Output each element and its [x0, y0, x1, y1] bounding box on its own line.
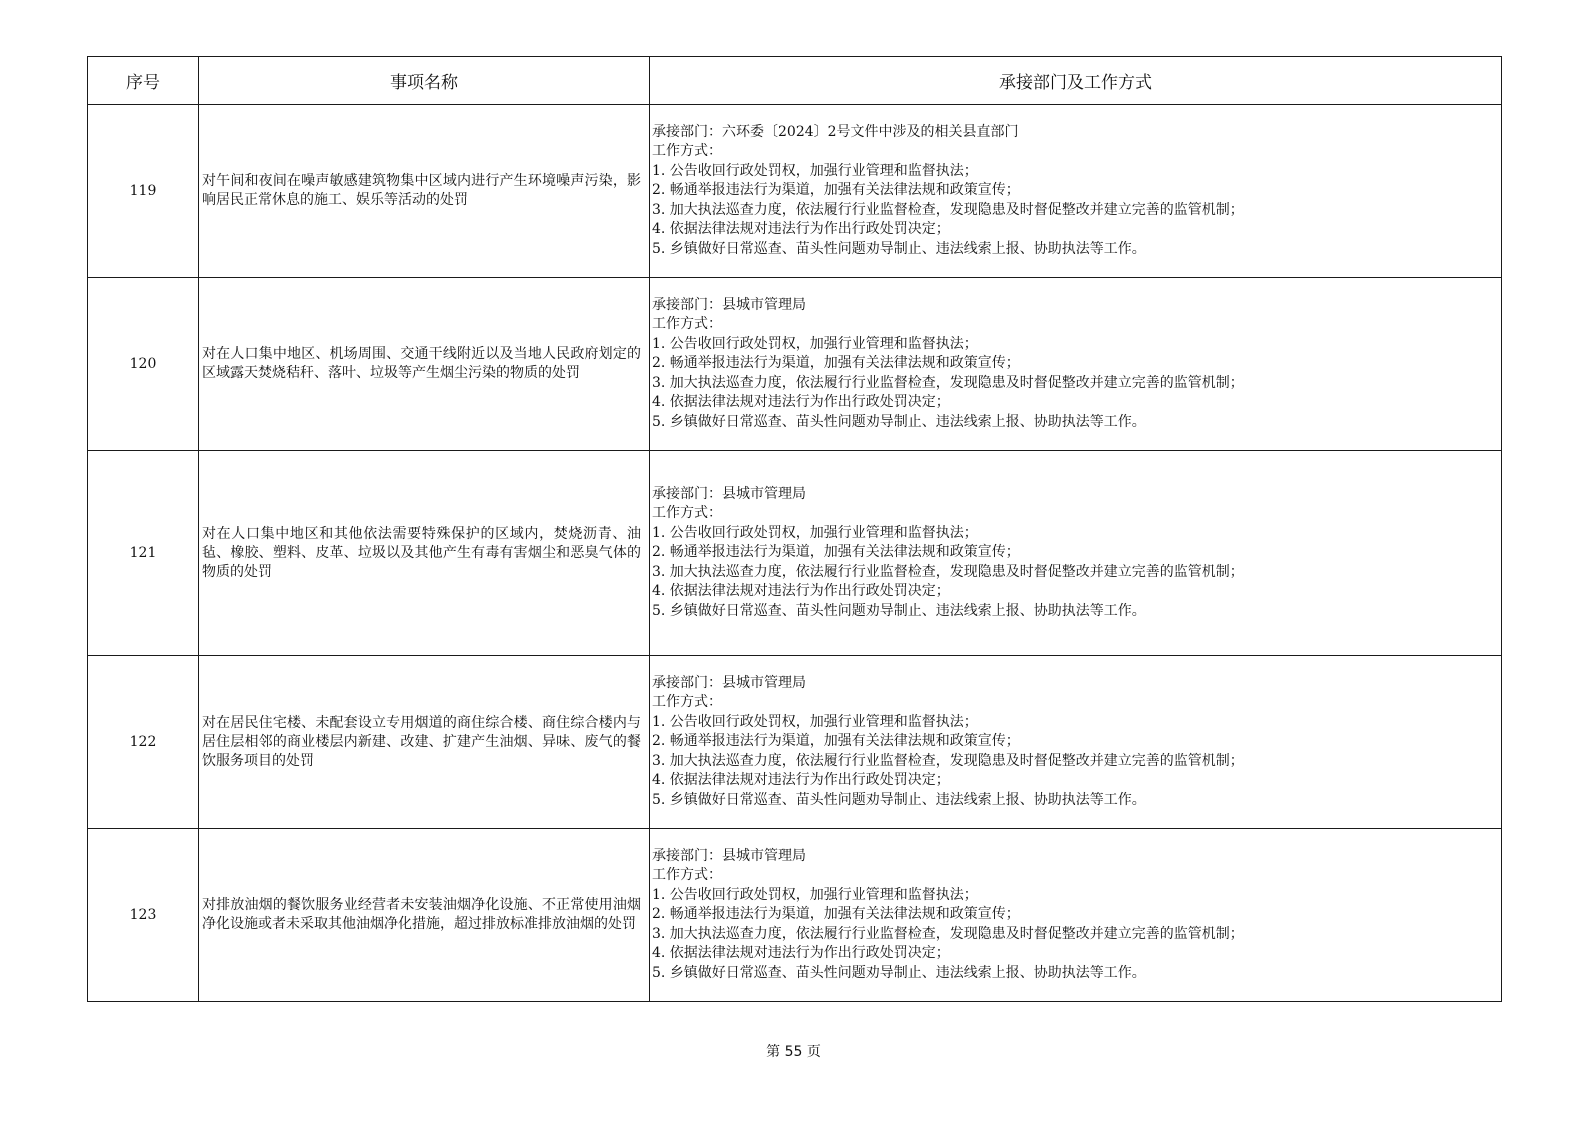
row-serial-number: 120: [88, 278, 199, 451]
work-method-label: 工作方式：: [652, 505, 722, 522]
page-number: 第 55 页: [766, 1044, 821, 1060]
work-method-label: 工作方式：: [652, 694, 722, 711]
header-serial-number: 序号: [88, 57, 199, 105]
table-row: [88, 105, 1502, 278]
work-step: 5. 乡镇做好日常巡查、苗头性问题劝导制止、违法线索上报、协助执法等工作。: [652, 413, 1146, 430]
work-step: 3. 加大执法巡查力度，依法履行行业监督检查，发现隐患及时督促整改并建立完善的监管机制；: [652, 563, 1244, 580]
row-serial-number: 122: [88, 656, 199, 829]
row-department-method: [650, 451, 1502, 656]
row-department-method: [650, 278, 1502, 451]
work-step: 5. 乡镇做好日常巡查、苗头性问题劝导制止、违法线索上报、协助执法等工作。: [652, 791, 1146, 808]
work-step: 1. 公告收回行政处罚权，加强行业管理和监督执法；: [652, 886, 978, 903]
row-serial-number: 121: [88, 451, 199, 656]
work-step: 2. 畅通举报违法行为渠道，加强有关法律法规和政策宣传；: [652, 355, 1020, 372]
work-method-label: 工作方式：: [652, 867, 722, 884]
work-step: 1. 公告收回行政处罚权，加强行业管理和监督执法；: [652, 524, 978, 541]
header-matter-name: 事项名称: [199, 57, 650, 105]
receiving-department: 承接部门：县城市管理局: [652, 485, 806, 502]
row-matter-name: 对排放油烟的餐饮服务业经营者未安装油烟净化设施、不正常使用油烟净化设施或者未采取其他油烟净化措施，超过排放标准排放油烟的处罚: [199, 829, 650, 1002]
work-step: 3. 加大执法巡查力度，依法履行行业监督检查，发现隐患及时督促整改并建立完善的监管机制；: [652, 752, 1244, 769]
work-step: 1. 公告收回行政处罚权，加强行业管理和监督执法；: [652, 162, 978, 179]
row-department-method: [650, 829, 1502, 1002]
header-row: [88, 57, 1502, 105]
work-step: 2. 畅通举报违法行为渠道，加强有关法律法规和政策宣传；: [652, 544, 1020, 561]
table-row: [88, 829, 1502, 1002]
row-department-method: [650, 656, 1502, 829]
work-step: 4. 依据法律法规对违法行为作出行政处罚决定；: [652, 583, 950, 600]
table-row: [88, 278, 1502, 451]
row-matter-name: 对在人口集中地区和其他依法需要特殊保护的区域内，焚烧沥青、油毡、橡胶、塑料、皮革、垃圾以及其他产生有毒有害烟尘和恶臭气体的物质的处罚: [199, 451, 650, 656]
row-matter-name: 对午间和夜间在噪声敏感建筑物集中区域内进行产生环境噪声污染，影响居民正常休息的施工、娱乐等活动的处罚: [199, 105, 650, 278]
work-step: 3. 加大执法巡查力度，依法履行行业监督检查，发现隐患及时督促整改并建立完善的监管机制；: [652, 925, 1244, 942]
receiving-department: 承接部门：县城市管理局: [652, 847, 806, 864]
work-step: 2. 畅通举报违法行为渠道，加强有关法律法规和政策宣传；: [652, 182, 1020, 199]
header-department-method: 承接部门及工作方式: [650, 57, 1502, 105]
row-matter-name: 对在居民住宅楼、未配套设立专用烟道的商住综合楼、商住综合楼内与居住层相邻的商业楼层内新建、改建、扩建产生油烟、异味、废气的餐饮服务项目的处罚: [199, 656, 650, 829]
work-step: 1. 公告收回行政处罚权，加强行业管理和监督执法；: [652, 335, 978, 352]
work-step: 5. 乡镇做好日常巡查、苗头性问题劝导制止、违法线索上报、协助执法等工作。: [652, 602, 1146, 619]
table-row: [88, 656, 1502, 829]
row-serial-number: 119: [88, 105, 199, 278]
table-row: [88, 451, 1502, 656]
receiving-department: 承接部门：县城市管理局: [652, 674, 806, 691]
work-step: 4. 依据法律法规对违法行为作出行政处罚决定；: [652, 394, 950, 411]
row-matter-name: 对在人口集中地区、机场周围、交通干线附近以及当地人民政府划定的区域露天焚烧秸秆、落叶、垃圾等产生烟尘污染的物质的处罚: [199, 278, 650, 451]
work-step: 4. 依据法律法规对违法行为作出行政处罚决定；: [652, 772, 950, 789]
work-step: 2. 畅通举报违法行为渠道，加强有关法律法规和政策宣传；: [652, 906, 1020, 923]
receiving-department: 承接部门：六环委〔2024〕2号文件中涉及的相关县直部门: [652, 123, 1019, 140]
row-department-method: [650, 105, 1502, 278]
work-step: 4. 依据法律法规对违法行为作出行政处罚决定；: [652, 945, 950, 962]
work-step: 5. 乡镇做好日常巡查、苗头性问题劝导制止、违法线索上报、协助执法等工作。: [652, 240, 1146, 257]
work-step: 3. 加大执法巡查力度，依法履行行业监督检查，发现隐患及时督促整改并建立完善的监管机制；: [652, 374, 1244, 391]
work-method-label: 工作方式：: [652, 143, 722, 160]
work-step: 4. 依据法律法规对违法行为作出行政处罚决定；: [652, 221, 950, 238]
work-step: 3. 加大执法巡查力度，依法履行行业监督检查，发现隐患及时督促整改并建立完善的监管机制；: [652, 201, 1244, 218]
work-step: 1. 公告收回行政处罚权，加强行业管理和监督执法；: [652, 713, 978, 730]
row-serial-number: 123: [88, 829, 199, 1002]
work-step: 2. 畅通举报违法行为渠道，加强有关法律法规和政策宣传；: [652, 733, 1020, 750]
matters-table: [87, 56, 1502, 1002]
work-step: 5. 乡镇做好日常巡查、苗头性问题劝导制止、违法线索上报、协助执法等工作。: [652, 964, 1146, 981]
receiving-department: 承接部门：县城市管理局: [652, 296, 806, 313]
work-method-label: 工作方式：: [652, 316, 722, 333]
